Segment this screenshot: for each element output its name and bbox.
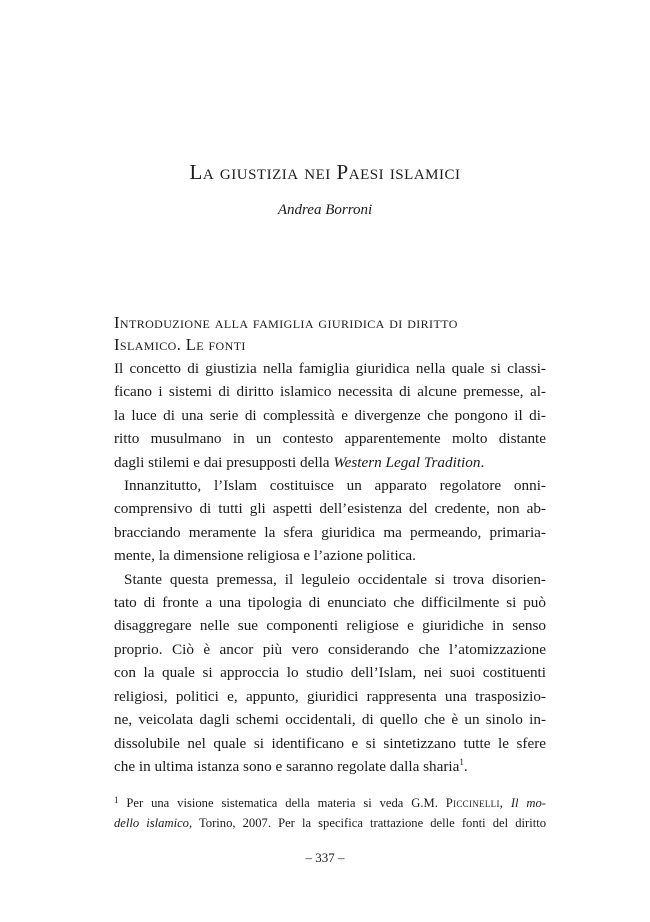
text-line: bracciando meramente la sfera giuridica ma permeando, primaria- (114, 523, 546, 541)
footnote-block (114, 793, 546, 833)
text-fragment: Per una visione sistematica della materia si veda G.M. (118, 796, 446, 810)
text-line: Innanzitutto, l’Islam costituisce un apparato regolatore onni- (124, 477, 546, 495)
text-line (114, 451, 546, 474)
chapter-author: Andrea Borroni (277, 202, 373, 218)
text-line: Stante questa premessa, il leguleio occidentale si trova disorien- (124, 570, 546, 588)
cited-title: Il mo- (510, 796, 547, 810)
text-line: la luce di una serie di complessità e divergenze che pongono il di- (114, 406, 546, 424)
cited-author: Piccinelli (445, 796, 500, 810)
text-fragment: . (463, 757, 468, 775)
text-line (114, 755, 546, 778)
cited-title: dello islamico (114, 816, 189, 830)
section-heading (114, 312, 544, 356)
text-line: con la quale si approccia lo studio dell’Islam, nei suoi costituenti (114, 664, 546, 682)
footnote-reference[interactable]: 1 (459, 756, 464, 767)
text-fragment: , Torino, 2007. Per la specifica trattazione delle fonti del diritto (188, 816, 546, 830)
text-fragment: che in ultima istanza sono e saranno regolate dalla sharia (114, 757, 460, 775)
text-line: religiosi, politici e, appunto, giuridici rappresenta una trasposizio- (114, 687, 546, 705)
section-heading-line-2: Islamico. Le fonti (114, 335, 246, 354)
text-line: dissolubile nel quale si identificano e si sintetizzano tutte le sfere (114, 734, 546, 752)
footnote-line (114, 793, 546, 813)
text-line: ficano i sistemi di diritto islamico necessita di alcune premesse, al- (114, 383, 546, 401)
text-fragment: , (499, 796, 511, 810)
section-heading-line-1: Introduzione alla famiglia giuridica di diritto (114, 313, 458, 332)
text-line: proprio. Ciò è ancor più vero considerando che l’atomizzazione (114, 640, 546, 658)
text-line: disaggregare nelle sue componenti religiose e giuridiche in senso (114, 617, 546, 635)
text-line: ne, veicolata dagli schemi occidentali, di quello che è un sinolo in- (114, 711, 546, 729)
page-number: – 337 – (305, 850, 345, 865)
text-line: comprensivo di tutti gli aspetti dell’esistenza del credente, non ab- (114, 500, 546, 518)
text-line: tato di fronte a una tipologia di enunciato che difficilmente si può (114, 594, 546, 612)
text-line: ritto musulmano in un contesto apparentemente molto distante (114, 430, 546, 448)
body-text (114, 357, 546, 778)
text-line: Il concetto di giustizia nella famiglia giuridica nella quale si classi- (114, 360, 546, 377)
chapter-title: La giustizia nei Paesi islamici (189, 160, 461, 184)
footnote-line (114, 813, 546, 833)
italic-term: Western Legal Tradition (333, 453, 481, 471)
footnote-marker: 1 (114, 795, 119, 805)
text-fragment: . (480, 453, 485, 471)
text-fragment: dagli stilemi e dai presupposti della (114, 453, 334, 471)
text-line: mente, la dimensione religiosa e l’azione politica. (114, 547, 416, 565)
